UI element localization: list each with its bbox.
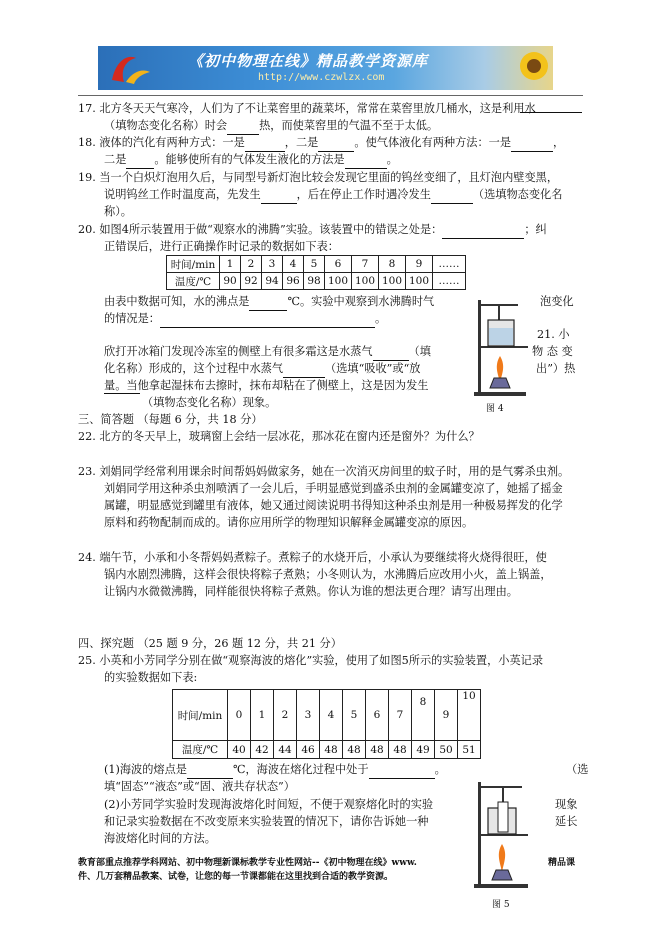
q24-line2: 锅内水剧烈沸腾，这样会很快将粽子煮熟；小冬则认为，水沸腾后应改用小火，盖上锅盖， — [104, 568, 552, 581]
q23-line1: 23. 刘娟同学经常利用课余时间帮妈妈做家务，她在一次消灭房间里的蚊子时，用的是气雾杀虫剂。 — [78, 465, 570, 478]
q20-blank1[interactable] — [442, 221, 524, 239]
q18-blank2[interactable] — [318, 134, 354, 152]
footer-line1: 教育部重点推荐学科网站、初中物理新课标教学专业性网站--《初中物理在线》www. — [78, 858, 417, 868]
q20-blank3[interactable] — [160, 310, 375, 328]
q25-p2-tail2: 延长 — [555, 815, 578, 828]
site-logo-icon — [106, 50, 154, 86]
q23-line2: 刘娟同学用这种杀虫剂喷洒了一会儿后，手明显感觉到盛杀虫剂的金属罐变凉了，她摇了摇金 — [104, 482, 563, 495]
q19-line2: 说明钨丝工作时温度高，先发生 ，后在停止工作时遇冷发生 （选填物态变化名 — [104, 186, 562, 204]
banner-title: 《初中物理在线》精品教学资源库 — [188, 52, 429, 70]
banner-url[interactable]: http://www.czwlzx.com — [258, 72, 385, 83]
table-row: 温度/℃ 40 42 44 46 48 48 48 48 49 50 51 — [173, 741, 481, 759]
q19-line1: 19. 当一个白炽灯泡用久后，与同型号新灯泡比较会发现它里面的钨丝变细了，且灯泡内壁变黑， — [78, 171, 559, 184]
q20-line3: 由表中数据可知，水的沸点是 ℃。实验中观察到水沸腾时气 — [104, 293, 434, 311]
q21-blank3[interactable] — [104, 393, 140, 394]
q23-line3: 属罐，明显感觉到罐里有液体，她又通过阅读说明书得知这种杀虫剂是用一种极易挥发的化学 — [104, 499, 563, 512]
q25-p2-tail1: 现象 — [555, 798, 578, 811]
q25-p1-line2: 填“固态”“液态”或“固、液共存状态”） — [104, 780, 295, 793]
sunflower-icon — [508, 46, 553, 90]
q25-blank1[interactable] — [187, 761, 233, 779]
q17-blank2[interactable] — [227, 117, 259, 135]
q21-right1: 21. 小 — [537, 328, 570, 341]
q19-blank1[interactable] — [261, 186, 297, 204]
q21-line1: 欣打开冰箱门发现冷冻室的侧壁上有很多霜这是水蒸气 （填 — [104, 343, 431, 361]
q21-right2: 物 态 变 — [532, 345, 573, 358]
q25-p1-tail: （选 — [566, 763, 589, 776]
table-row: 温度/℃ 90 92 94 96 98 100 100 100 100 …… — [167, 273, 466, 290]
figure5-caption: 图 5 — [492, 900, 510, 910]
q25-p2-line1: (2)小芳同学实验时发现海波熔化时间短，不便于观察熔化时的实验 — [104, 798, 434, 811]
q25-table — [172, 689, 481, 759]
figure5-apparatus-icon — [462, 780, 540, 890]
q20-line1: 20. 如图4所示装置用于做“观察水的沸腾”实验。该装置中的错误之处是： ；纠 — [78, 221, 547, 239]
footer-line1-tail: 精品课 — [548, 858, 576, 868]
q21-blank1[interactable] — [373, 343, 409, 361]
q20-line4: 的情况是： 。 — [104, 310, 386, 328]
q25-p1: (1)海波的熔点是 ℃，海波在熔化过程中处于 。 — [104, 761, 446, 779]
q18-blank1[interactable] — [245, 134, 285, 152]
table-row: 时间/min 0 1 2 3 4 5 6 7 8 9 10 — [173, 690, 481, 741]
table-row: 时间/min 1 2 3 4 5 6 7 8 9 …… — [167, 256, 466, 273]
q25-line1: 25. 小英和小芳同学分别在做“观察海波的熔化”实验，使用了如图5所示的实验装置，小英记录 — [78, 654, 544, 667]
section3-title: 三、简答题 （每题 6 分，共 18 分） — [78, 413, 263, 426]
q25-line2: 的实验数据如下表: — [104, 671, 198, 684]
header-rule — [78, 95, 583, 96]
section4-title: 四、探究题 （25 题 9 分，26 题 12 分，共 21 分） — [78, 637, 342, 650]
q18-blank5[interactable] — [345, 151, 387, 169]
q20-table — [166, 255, 466, 290]
q21-blank2[interactable] — [283, 360, 325, 378]
q25-p2-line3: 海波熔化时间的方法。 — [104, 832, 216, 845]
q20-blank2[interactable] — [249, 293, 287, 311]
q17-line1: 17. 北方冬天天气寒冷，人们为了不让菜窖里的蔬菜坏，常常在菜窖里放几桶水，这是利用水 — [78, 102, 536, 115]
q21-line4: （填物态变化名称）现象。 — [142, 396, 277, 409]
q23-line4: 原料和药物配制而成的。请你应用所学的物理知识解释金属罐变凉的原因。 — [104, 516, 474, 529]
q21-line2: 化名称）形成的，这个过程中水蒸气 （选填“吸收”或“放 — [104, 360, 421, 378]
q24-line1: 24. 端午节，小承和小冬帮妈妈煮粽子。煮粽子的水烧开后，小承认为要继续将火烧得很旺，使 — [78, 551, 547, 564]
q20-line3-tail: 泡变化 — [540, 295, 574, 308]
q24-line3: 让锅内水微微沸腾，同样能很快将粽子煮熟。你认为谁的想法更合理？请写出理由。 — [104, 585, 518, 598]
figure4-caption: 图 4 — [486, 404, 504, 414]
footer-line2: 件、几万套精品教案、试卷，让您的每一节课都能在这里找到合适的教学资源。 — [78, 872, 394, 882]
q25-blank2[interactable] — [369, 761, 435, 779]
q20-line2: 正错误后，进行正确操作时记录的数据如下表： — [104, 240, 339, 253]
header-banner — [98, 46, 553, 90]
q22-line1: 22. 北方的冬天早上，玻璃窗上会结一层冰花，那冰花在窗内还是窗外？为什么？ — [78, 430, 480, 443]
q17-line2: （填物态变化名称）时会 热，而使菜窖里的气温不至于太低。 — [104, 117, 438, 135]
figure4-apparatus-icon — [460, 296, 540, 398]
q18-line1: 18. 液体的汽化有两种方式：一是 ，二是 。使气体液化有两种方法：一是 ， — [78, 134, 564, 152]
q17-blank1[interactable] — [520, 112, 582, 113]
q21-right3: 出”）热 — [536, 362, 576, 375]
q19-blank2[interactable] — [431, 186, 473, 204]
q18-blank4[interactable] — [126, 151, 154, 169]
q25-p2-line2: 和记录实验数据在不改变原来实验装置的情况下，请你告诉她一种 — [104, 815, 429, 828]
q18-blank3[interactable] — [511, 134, 553, 152]
q21-line3: 量。当他拿起湿抹布去擦时，抹布却粘在了侧壁上，这是因为发生 — [104, 379, 429, 392]
q19-line3: 称）。 — [104, 205, 132, 218]
q18-line2: 二是 。能够使所有的气体发生液化的方法是 。 — [104, 151, 398, 169]
